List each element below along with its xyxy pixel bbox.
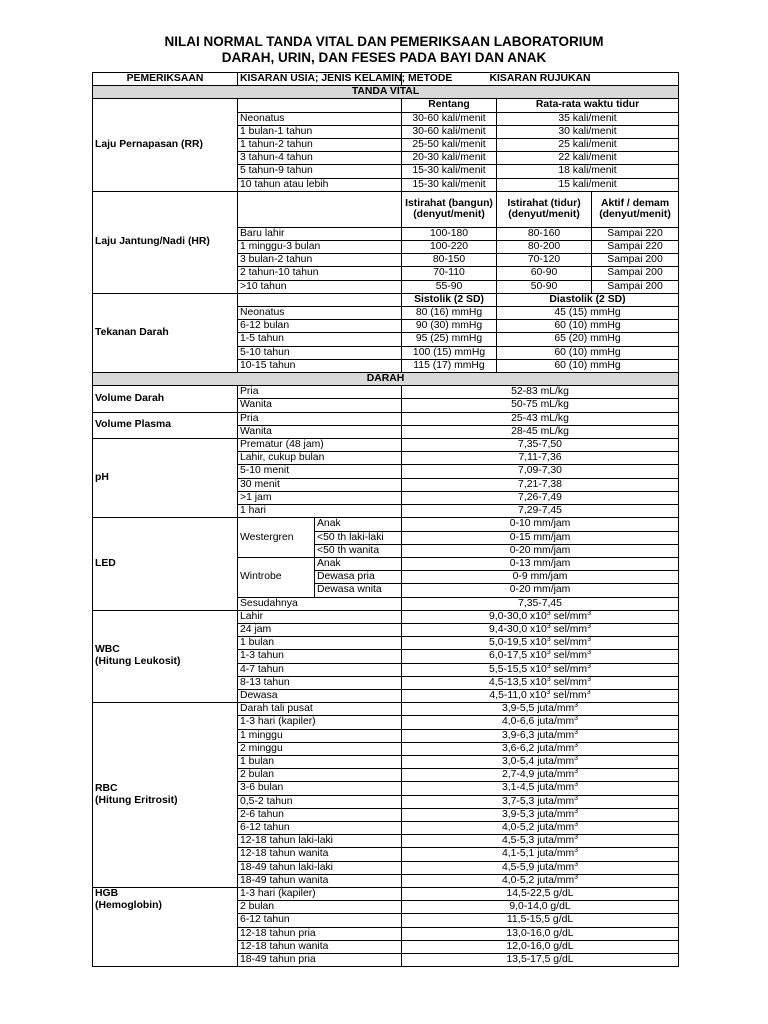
reference-value: 14,5-22,5 g/dL bbox=[402, 887, 679, 900]
superscript-exponent: 3 bbox=[546, 675, 551, 683]
reference-value: 4,1-5,1 juta/$mm^3$ bbox=[402, 848, 679, 861]
age-range: 1 minggu bbox=[238, 729, 402, 742]
age-range: 1 minggu-3 bulan bbox=[238, 241, 402, 254]
reference-value: 25-50 kali/menit bbox=[402, 139, 497, 152]
reference-value: 52-83 mL/kg bbox=[402, 386, 679, 399]
reference-value: 50-75 mL/kg bbox=[402, 399, 679, 412]
superscript-exponent: 3 bbox=[587, 662, 591, 670]
age-range: 1-3 hari (kapiler) bbox=[238, 716, 402, 729]
reference-value: 0-9 mm/jam bbox=[402, 571, 679, 584]
reference-table-body bbox=[93, 73, 679, 967]
age-range: 6-12 tahun bbox=[238, 821, 402, 834]
superscript-exponent: 3 bbox=[586, 688, 591, 696]
age-range: 18-49 tahun laki-laki bbox=[238, 861, 402, 874]
superscript-exponent: 3 bbox=[546, 609, 551, 617]
reference-value: 3,7-5,3 juta/$mm^3$ bbox=[402, 795, 679, 808]
reference-value: 60 (10) mmHg bbox=[497, 359, 679, 372]
age-range: 24 jam bbox=[238, 623, 402, 636]
superscript-exponent: 3 bbox=[587, 609, 591, 617]
age-range: >10 tahun bbox=[238, 280, 402, 293]
age-range: Neonatus bbox=[238, 307, 402, 320]
table-subheader-row bbox=[93, 191, 679, 227]
reference-value: 4,0-6,6 juta/$mm^3$ bbox=[402, 716, 679, 729]
reference-value: 6,0-17,5 $x10^3$ sel/$mm^3$ bbox=[402, 650, 679, 663]
reference-value: 4,0-5,2 juta/$mm^3$ bbox=[402, 821, 679, 834]
age-range: 18-49 tahun pria bbox=[238, 954, 402, 967]
age-range: 0,5-2 tahun bbox=[238, 795, 402, 808]
table-row bbox=[93, 610, 679, 623]
table-subheader-row bbox=[93, 99, 679, 112]
reference-value: 18 kali/menit bbox=[497, 165, 679, 178]
superscript-exponent: 3 bbox=[546, 622, 551, 630]
superscript-exponent: 3 bbox=[574, 702, 579, 710]
reference-value: 4,5-5,9 juta/$mm^3$ bbox=[402, 861, 679, 874]
method-label: Westergren bbox=[238, 518, 315, 558]
age-range: 1 bulan bbox=[238, 755, 402, 768]
exam-label: Volume Darah bbox=[93, 386, 238, 412]
reference-value: 28-45 mL/kg bbox=[402, 425, 679, 438]
age-range: 1-3 hari (kapiler) bbox=[238, 887, 402, 900]
blank-cell bbox=[238, 191, 402, 227]
reference-value: 50-90 bbox=[497, 280, 592, 293]
exam-label: Volume Plasma bbox=[93, 412, 238, 438]
reference-value: 30-60 kali/menit bbox=[402, 125, 497, 138]
age-range: 8-13 tahun bbox=[238, 676, 402, 689]
table-subheader-row bbox=[93, 293, 679, 306]
reference-value: 2,7-4,9 juta/$mm^3$ bbox=[402, 769, 679, 782]
blank-cell bbox=[238, 293, 402, 306]
age-range: 10 tahun atau lebih bbox=[238, 178, 402, 191]
reference-value: 0-20 mm/jam bbox=[402, 584, 679, 597]
reference-value: 9,4-30,0 $x10^3$ sel/$mm^3$ bbox=[402, 623, 679, 636]
age-range: 1 bulan-1 tahun bbox=[238, 125, 402, 138]
age-range: 1-3 tahun bbox=[238, 650, 402, 663]
age-range: Lahir, cukup bulan bbox=[238, 452, 402, 465]
superscript-exponent: 3 bbox=[574, 807, 579, 815]
header-kisaran-rujukan: KISARAN RUJUKAN bbox=[402, 73, 679, 86]
superscript-exponent: 3 bbox=[574, 781, 579, 789]
reference-value: 15-30 kali/menit bbox=[402, 178, 497, 191]
reference-value: Sampai 220 bbox=[592, 241, 679, 254]
section-row bbox=[93, 373, 679, 386]
age-range: 3-6 bulan bbox=[238, 782, 402, 795]
reference-value: 30-60 kali/menit bbox=[402, 112, 497, 125]
age-range: 1 hari bbox=[238, 505, 402, 518]
reference-value: Sampai 200 bbox=[592, 280, 679, 293]
superscript-exponent: 3 bbox=[574, 728, 579, 736]
reference-value: 60 (10) mmHg bbox=[497, 320, 679, 333]
superscript-exponent: 3 bbox=[574, 834, 579, 842]
reference-value: 115 (17) mmHg bbox=[402, 359, 497, 372]
age-range: 4-7 tahun bbox=[238, 663, 402, 676]
age-range: 3 bulan-2 tahun bbox=[238, 254, 402, 267]
header-kisaran-usia: KISARAN USIA; JENIS KELAMIN; METODE bbox=[238, 73, 402, 86]
reference-value: 4,5-5,3 juta/$mm^3$ bbox=[402, 835, 679, 848]
reference-value: 100-180 bbox=[402, 227, 497, 240]
reference-value: 25-43 mL/kg bbox=[402, 412, 679, 425]
reference-value: 0-10 mm/jam bbox=[402, 518, 679, 531]
age-range: 6-12 bulan bbox=[238, 320, 402, 333]
superscript-exponent: 3 bbox=[574, 768, 579, 776]
reference-value: 5,0-19,5 $x10^3$ sel/$mm^3$ bbox=[402, 637, 679, 650]
age-range: Dewasa bbox=[238, 689, 402, 702]
table-header-row bbox=[93, 73, 679, 86]
section-row bbox=[93, 86, 679, 99]
superscript-exponent: 3 bbox=[574, 873, 579, 881]
superscript-exponent: 3 bbox=[574, 715, 579, 723]
age-range: <50 th wanita bbox=[315, 544, 402, 557]
exam-label: Laju Pernapasan (RR) bbox=[93, 99, 238, 191]
method-label: Wintrobe bbox=[238, 557, 315, 597]
age-range: Baru lahir bbox=[238, 227, 402, 240]
age-range: Anak bbox=[315, 557, 402, 570]
age-range: 1-5 tahun bbox=[238, 333, 402, 346]
reference-value: 100 (15) mmHg bbox=[402, 346, 497, 359]
reference-value: 22 kali/menit bbox=[497, 152, 679, 165]
age-range: 6-12 tahun bbox=[238, 914, 402, 927]
age-range: 5-10 tahun bbox=[238, 346, 402, 359]
superscript-exponent: 3 bbox=[574, 820, 579, 828]
age-range: 2 bulan bbox=[238, 769, 402, 782]
reference-value: 35 kali/menit bbox=[497, 112, 679, 125]
reference-value: 30 kali/menit bbox=[497, 125, 679, 138]
age-range: 5-10 menit bbox=[238, 465, 402, 478]
reference-value: 3,9-5,5 juta/$mm^3$ bbox=[402, 703, 679, 716]
reference-value: 60 (10) mmHg bbox=[497, 346, 679, 359]
age-range: >1 jam bbox=[238, 491, 402, 504]
reference-value: 7,09-7,30 bbox=[402, 465, 679, 478]
age-range: 1 tahun-2 tahun bbox=[238, 139, 402, 152]
reference-value: 4,5-11,0 $x10^3$ sel/$mm^3$ bbox=[402, 689, 679, 702]
table-row bbox=[93, 386, 679, 399]
table-row bbox=[93, 412, 679, 425]
section-header: DARAH bbox=[93, 373, 679, 386]
document-subtitle: DARAH, URIN, DAN FESES PADA BAYI DAN ANAK bbox=[221, 50, 547, 65]
reference-value: 0-15 mm/jam bbox=[402, 531, 679, 544]
document-title: NILAI NORMAL TANDA VITAL DAN PEMERIKSAAN LABORATORIUM bbox=[164, 34, 604, 49]
superscript-exponent: 3 bbox=[546, 649, 551, 657]
reference-value: 7,11-7,36 bbox=[402, 452, 679, 465]
age-range: Wanita bbox=[238, 425, 402, 438]
reference-value: 100-220 bbox=[402, 241, 497, 254]
subheader: Aktif / demam (denyut/menit) bbox=[592, 191, 679, 227]
reference-value: 7,35-7,50 bbox=[402, 439, 679, 452]
reference-value: 15 kali/menit bbox=[497, 178, 679, 191]
age-range: 1 bulan bbox=[238, 637, 402, 650]
superscript-exponent: 3 bbox=[546, 636, 551, 644]
subheader: Istirahat (tidur) (denyut/menit) bbox=[497, 191, 592, 227]
age-range: <50 th laki-laki bbox=[315, 531, 402, 544]
reference-value: 55-90 bbox=[402, 280, 497, 293]
reference-value: 3,9-5,3 juta/$mm^3$ bbox=[402, 808, 679, 821]
age-range: 2 tahun-10 tahun bbox=[238, 267, 402, 280]
age-range: 18-49 tahun wanita bbox=[238, 874, 402, 887]
reference-value: 9,0-30,0 $x10^3$ sel/$mm^3$ bbox=[402, 610, 679, 623]
reference-value: 7,35-7,45 bbox=[402, 597, 679, 610]
age-range: 3 tahun-4 tahun bbox=[238, 152, 402, 165]
age-range: 2 minggu bbox=[238, 742, 402, 755]
superscript-exponent: 3 bbox=[587, 649, 591, 657]
exam-label: Tekanan Darah bbox=[93, 293, 238, 372]
reference-value: 0-13 mm/jam bbox=[402, 557, 679, 570]
age-range: Wanita bbox=[238, 399, 402, 412]
reference-value: 13,5-17,5 g/dL bbox=[402, 954, 679, 967]
superscript-exponent: 3 bbox=[546, 688, 551, 696]
superscript-exponent: 3 bbox=[587, 636, 591, 644]
reference-value: 80-200 bbox=[497, 241, 592, 254]
exam-label: Laju Jantung/Nadi (HR) bbox=[93, 191, 238, 293]
age-range: 12-18 tahun laki-laki bbox=[238, 835, 402, 848]
superscript-exponent: 3 bbox=[587, 675, 591, 683]
age-range: Dewasa wnita bbox=[315, 584, 402, 597]
age-range: 12-18 tahun wanita bbox=[238, 848, 402, 861]
reference-value: 95 (25) mmHg bbox=[402, 333, 497, 346]
superscript-exponent: 3 bbox=[574, 741, 579, 749]
reference-table bbox=[92, 72, 679, 967]
age-range: 2-6 tahun bbox=[238, 808, 402, 821]
age-range: 12-18 tahun pria bbox=[238, 927, 402, 940]
reference-value: 90 (30) mmHg bbox=[402, 320, 497, 333]
reference-value: 80 (16) mmHg bbox=[402, 307, 497, 320]
reference-value: Sampai 220 bbox=[592, 227, 679, 240]
superscript-exponent: 3 bbox=[574, 847, 579, 855]
age-range: 30 menit bbox=[238, 478, 402, 491]
superscript-exponent: 3 bbox=[574, 754, 579, 762]
reference-value: 20-30 kali/menit bbox=[402, 152, 497, 165]
age-range: Anak bbox=[315, 518, 402, 531]
reference-value: 7,29-7,45 bbox=[402, 505, 679, 518]
age-range: 10-15 tahun bbox=[238, 359, 402, 372]
reference-value: 3,6-6,2 juta/$mm^3$ bbox=[402, 742, 679, 755]
age-range: Lahir bbox=[238, 610, 402, 623]
subheader: Istirahat (bangun) (denyut/menit) bbox=[402, 191, 497, 227]
age-range: Neonatus bbox=[238, 112, 402, 125]
subheader: Rentang bbox=[402, 99, 497, 112]
subheader: Rata-rata waktu tidur bbox=[497, 99, 679, 112]
reference-value: 25 kali/menit bbox=[497, 139, 679, 152]
subheader: Sistolik (2 SD) bbox=[402, 293, 497, 306]
reference-value: 7,21-7,38 bbox=[402, 478, 679, 491]
age-range: Darah tali pusat bbox=[238, 703, 402, 716]
reference-value: 60-90 bbox=[497, 267, 592, 280]
reference-value: 3,9-6,3 juta/$mm^3$ bbox=[402, 729, 679, 742]
reference-value: 15-30 kali/menit bbox=[402, 165, 497, 178]
exam-label: LED bbox=[93, 518, 238, 610]
section-header: TANDA VITAL bbox=[93, 86, 679, 99]
age-range: Dewasa pria bbox=[315, 571, 402, 584]
age-range: Prematur (48 jam) bbox=[238, 439, 402, 452]
age-range: Sesudahnya bbox=[238, 597, 402, 610]
reference-value: 45 (15) mmHg bbox=[497, 307, 679, 320]
reference-value: 3,1-4,5 juta/$mm^3$ bbox=[402, 782, 679, 795]
reference-value: Sampai 200 bbox=[592, 254, 679, 267]
reference-value: 4,0-5,2 juta/$mm^3$ bbox=[402, 874, 679, 887]
superscript-exponent: 3 bbox=[587, 622, 591, 630]
table-row bbox=[93, 703, 679, 716]
table-row bbox=[93, 439, 679, 452]
reference-value: 5,5-15,5 $x10^3$ sel/$mm^3$ bbox=[402, 663, 679, 676]
header-pemeriksaan: PEMERIKSAAN bbox=[93, 73, 238, 86]
age-range: Pria bbox=[238, 412, 402, 425]
subheader: Diastolik (2 SD) bbox=[497, 293, 679, 306]
reference-value: 3,0-5,4 juta/$mm^3$ bbox=[402, 755, 679, 768]
reference-value: 9,0-14,0 g/dL bbox=[402, 901, 679, 914]
reference-value: 11,5-15,5 g/dL bbox=[402, 914, 679, 927]
reference-value: Sampai 200 bbox=[592, 267, 679, 280]
reference-value: 12,0-16,0 g/dL bbox=[402, 940, 679, 953]
age-range: 2 bulan bbox=[238, 901, 402, 914]
reference-value: 70-120 bbox=[497, 254, 592, 267]
blank-cell bbox=[238, 99, 402, 112]
reference-value: 4,5-13,5 $x10^3$ sel/$mm^3$ bbox=[402, 676, 679, 689]
table-row bbox=[93, 518, 679, 531]
superscript-exponent: 3 bbox=[574, 860, 579, 868]
exam-label: RBC (Hitung Eritrosit) bbox=[93, 703, 238, 888]
reference-value: 80-150 bbox=[402, 254, 497, 267]
reference-value: 0-20 mm/jam bbox=[402, 544, 679, 557]
table-row bbox=[93, 887, 679, 900]
reference-value: 65 (20) mmHg bbox=[497, 333, 679, 346]
superscript-exponent: 3 bbox=[574, 794, 579, 802]
superscript-exponent: 3 bbox=[546, 662, 551, 670]
exam-label: HGB (Hemoglobin) bbox=[93, 887, 238, 966]
reference-value: 80-160 bbox=[497, 227, 592, 240]
reference-value: 70-110 bbox=[402, 267, 497, 280]
age-range: 5 tahun-9 tahun bbox=[238, 165, 402, 178]
reference-value: 13,0-16,0 g/dL bbox=[402, 927, 679, 940]
age-range: Pria bbox=[238, 386, 402, 399]
exam-label: WBC (Hitung Leukosit) bbox=[93, 610, 238, 702]
exam-label: pH bbox=[93, 439, 238, 518]
age-range: 12-18 tahun wanita bbox=[238, 940, 402, 953]
reference-value: 7,26-7,49 bbox=[402, 491, 679, 504]
